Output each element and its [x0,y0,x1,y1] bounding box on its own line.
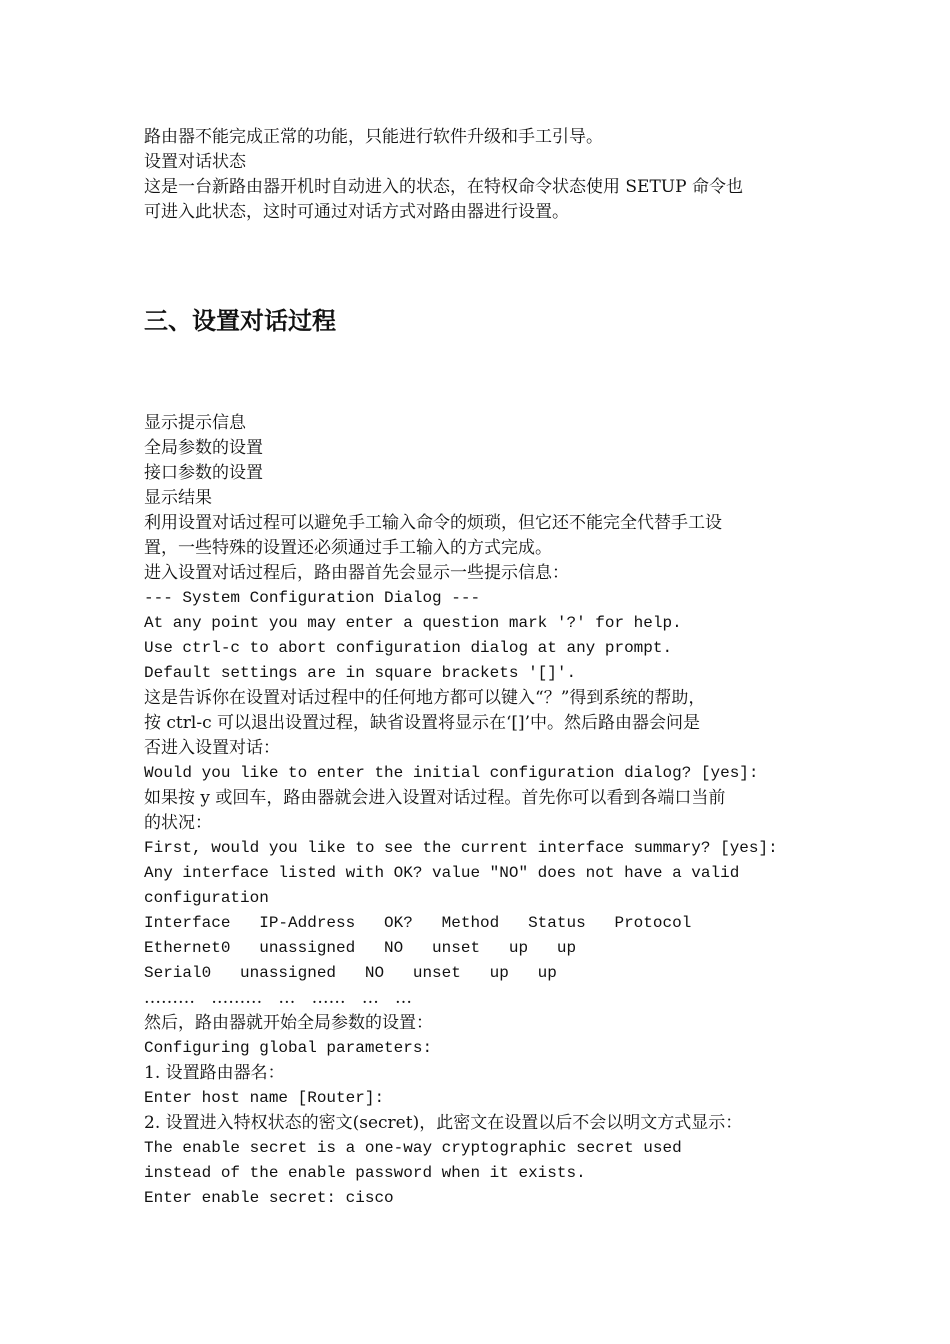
console-line: Enter host name [Router]: [144,1089,385,1107]
console-line: --- System Configuration Dialog --- [144,589,481,607]
text-line: 接口参数的设置 [144,463,263,483]
console-line: Enter enable secret: cisco [144,1189,394,1207]
text-line: 利用设置对话过程可以避免手工输入命令的烦琐，但它还不能完全代替手工设 [144,513,722,533]
console-line: instead of the enable password when it exists. [144,1164,586,1182]
console-line: Ethernet0 unassigned NO unset up up [144,939,577,957]
console-line: Serial0 unassigned NO unset up up [144,964,557,982]
intro-paragraph [144,125,824,225]
console-line: Use ctrl-c to abort configuration dialog at any prompt. [144,639,673,657]
console-line: The enable secret is a one-way cryptographic secret used [144,1139,682,1157]
console-line: At any point you may enter a question mark '?' for help. [144,614,682,632]
text-line: 然后，路由器就开始全局参数的设置： [144,1013,433,1033]
console-line: First, would you like to see the current interface summary? [yes]: [144,839,778,857]
text-line: 全局参数的设置 [144,438,263,458]
text-line: 否进入设置对话： [144,738,280,758]
text-line: 1. 设置路由器名： [144,1063,285,1083]
console-line: configuration [144,889,269,907]
text-line: 置，一些特殊的设置还必须通过手工输入的方式完成。 [144,538,552,558]
text-line: 设置对话状态 [144,152,246,172]
console-line: Any interface listed with OK? value "NO" does not have a valid [144,864,740,882]
text-line: 进入设置对话过程后，路由器首先会显示一些提示信息： [144,563,569,583]
text-line: ……… ……… … …… … … [144,988,413,1008]
console-line: Default settings are in square brackets '[]'. [144,664,577,682]
text-line: 2. 设置进入特权状态的密文(secret)，此密文在设置以后不会以明文方式显示： [144,1113,743,1133]
text-line: 这是告诉你在设置对话过程中的任何地方都可以键入“？”得到系统的帮助， [144,688,706,708]
text-line: 显示提示信息 [144,413,246,433]
console-line: Interface IP-Address OK? Method Status Protocol [144,914,692,932]
dialog-section-body [144,411,824,1211]
text-line: 如果按 y 或回车，路由器就会进入设置对话过程。首先你可以看到各端口当前 [144,788,726,808]
text-line: 路由器不能完成正常的功能，只能进行软件升级和手工引导。 [144,127,603,147]
text-line: 按 ctrl-c 可以退出设置过程，缺省设置将显示在‘[]’中。然后路由器会问是 [144,713,701,733]
console-line: Configuring global parameters: [144,1039,433,1057]
text-line: 可进入此状态，这时可通过对话方式对路由器进行设置。 [144,202,569,222]
console-line: Would you like to enter the initial configuration dialog? [yes]: [144,764,759,782]
text-line: 这是一台新路由器开机时自动进入的状态，在特权命令状态使用 SETUP 命令也 [144,177,743,197]
text-line: 的状况： [144,813,212,833]
text-line: 显示结果 [144,488,212,508]
section-heading: 三、设置对话过程 [144,307,336,335]
